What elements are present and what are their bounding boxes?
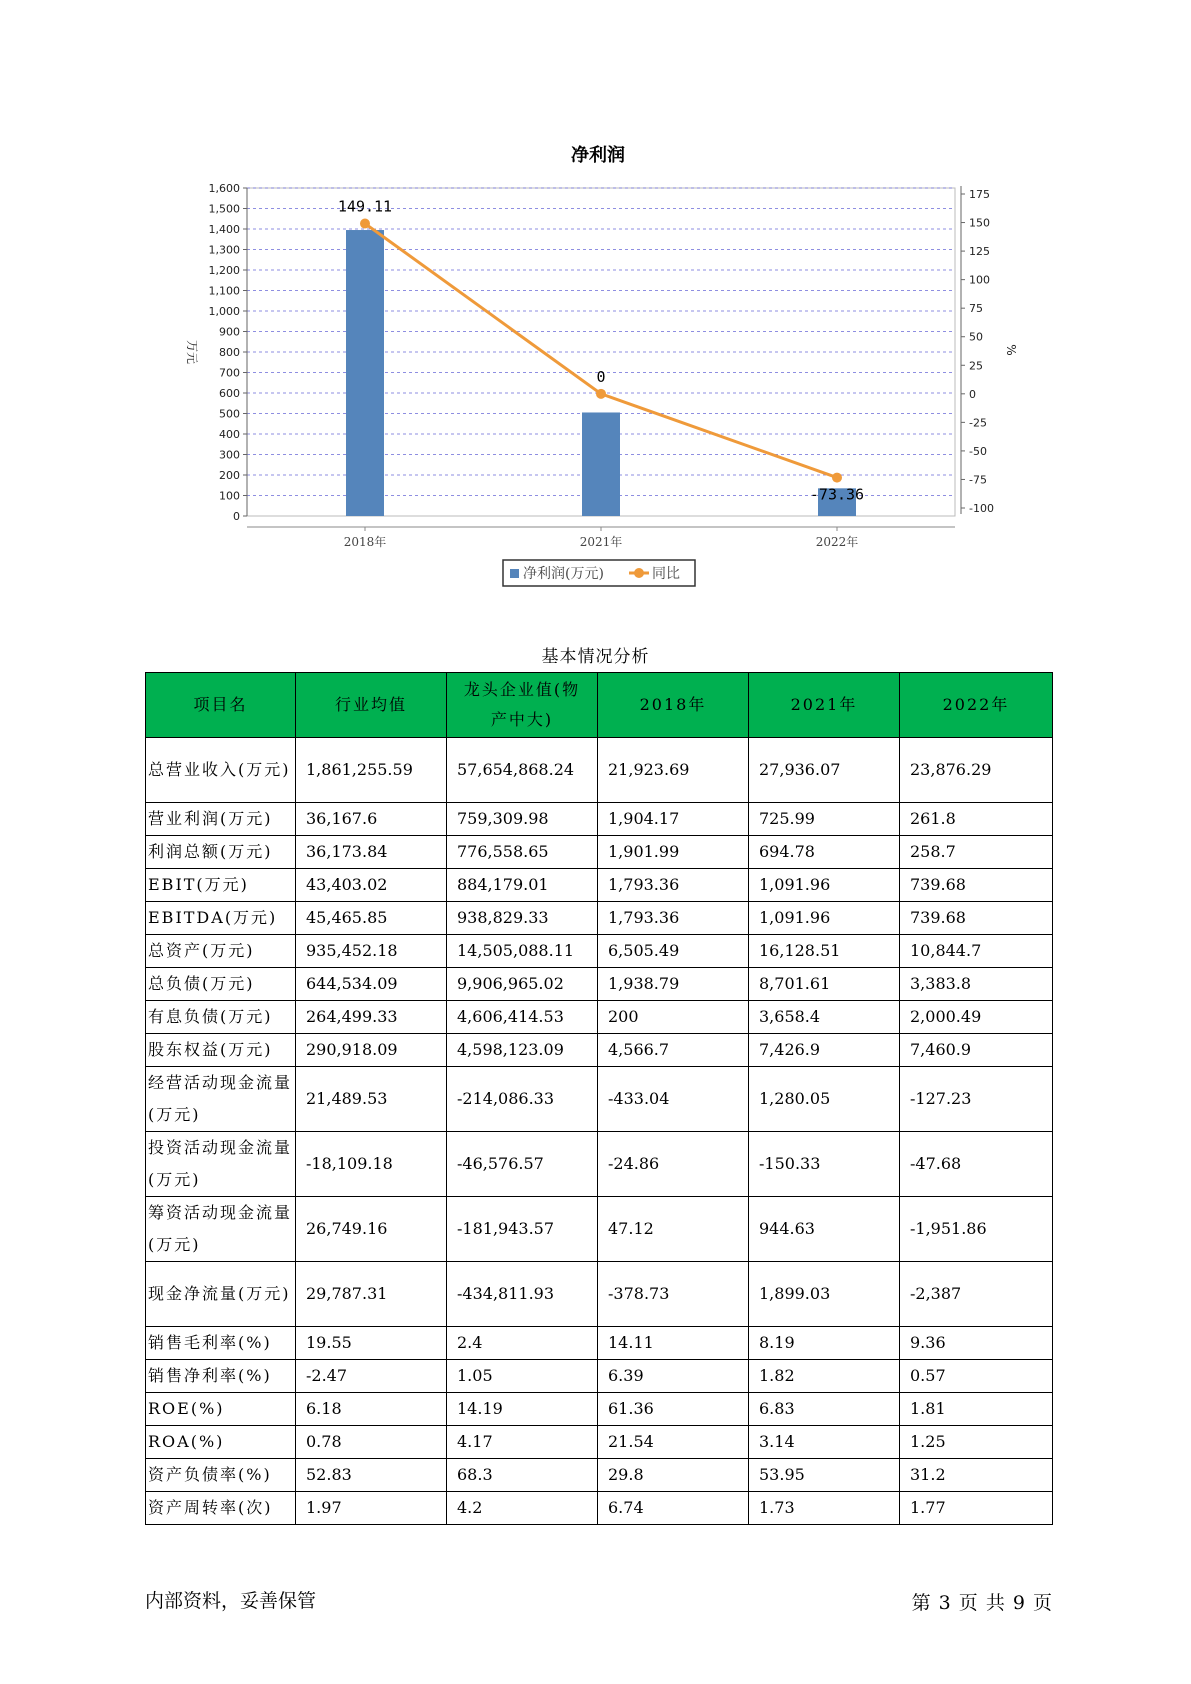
analysis-table [145,672,1053,1525]
table-cell: 7,426.9 [749,1034,900,1067]
x-tick-label: 2021年 [579,535,623,549]
table-cell: 23,876.29 [900,738,1053,803]
table-cell: 8,701.61 [749,968,900,1001]
table-cell: 1,091.96 [749,902,900,935]
table-cell: 3,383.8 [900,968,1053,1001]
bar [582,412,620,516]
table-cell: -434,811.93 [447,1262,598,1327]
left-tick-label: 700 [219,366,240,380]
table-row [146,1034,1053,1067]
table-cell: 1.97 [296,1492,447,1525]
table-row [146,1327,1053,1360]
table-row [146,1067,1053,1132]
right-tick-label: 50 [969,330,983,344]
table-cell: 1,899.03 [749,1262,900,1327]
header-industry-avg: 行业均值 [296,673,447,738]
table-cell: -46,576.57 [447,1132,598,1197]
table-header-row [146,673,1053,738]
table-cell: 1,904.17 [598,803,749,836]
table-row [146,1492,1053,1525]
table-cell: 36,167.6 [296,803,447,836]
table-cell: 9,906,965.02 [447,968,598,1001]
table-cell: 61.36 [598,1393,749,1426]
table-cell: 31.2 [900,1459,1053,1492]
table-cell: 1.05 [447,1360,598,1393]
row-label: 营业利润(万元) [146,803,296,836]
table-cell: 4.2 [447,1492,598,1525]
table-cell: 6.39 [598,1360,749,1393]
table-cell: 29.8 [598,1459,749,1492]
left-tick-label: 400 [219,428,240,441]
yoy-point [360,219,370,229]
left-tick-label: 1,200 [208,264,240,277]
table-cell: -18,109.18 [296,1132,447,1197]
table-row [146,935,1053,968]
table-cell: 1,793.36 [598,869,749,902]
table-cell: 52.83 [296,1459,447,1492]
table-cell: 1.77 [900,1492,1053,1525]
table-cell: 1.81 [900,1393,1053,1426]
table-cell: 10,844.7 [900,935,1053,968]
row-label: 投资活动现金流量(万元) [146,1132,296,1197]
table-cell: 2.4 [447,1327,598,1360]
table-cell: 14.11 [598,1327,749,1360]
table-cell: 3,658.4 [749,1001,900,1034]
table-row [146,738,1053,803]
table-cell: 2,000.49 [900,1001,1053,1034]
right-tick-label: 125 [969,245,990,259]
table-cell: 57,654,868.24 [447,738,598,803]
table-cell: 14,505,088.11 [447,935,598,968]
table-cell: 1,901.99 [598,836,749,869]
table-cell: 1.25 [900,1426,1053,1459]
table-cell: 14.19 [447,1393,598,1426]
table-cell: 776,558.65 [447,836,598,869]
table-cell: 290,918.09 [296,1034,447,1067]
header-2022: 2022年 [900,673,1053,738]
left-tick-label: 1,300 [208,243,240,257]
table-cell: 8.19 [749,1327,900,1360]
left-tick-label: 0 [233,510,240,523]
table-cell: 261.8 [900,803,1053,836]
row-label: 资产负债率(%) [146,1459,296,1492]
row-label: ROA(%) [146,1426,296,1459]
table-cell: 0.78 [296,1426,447,1459]
row-label: 现金净流量(万元) [146,1262,296,1327]
table-cell: 26,749.16 [296,1197,447,1262]
table-cell: 3.14 [749,1426,900,1459]
table-cell: 4,566.7 [598,1034,749,1067]
row-label: 股东权益(万元) [146,1034,296,1067]
right-tick-label: 150 [969,216,990,230]
table-body [146,738,1053,1525]
table-cell: 1,938.79 [598,968,749,1001]
table-cell: 21,489.53 [296,1067,447,1132]
table-cell: 36,173.84 [296,836,447,869]
right-tick-label: 100 [969,273,990,287]
row-label: 总负债(万元) [146,968,296,1001]
table-cell: -214,086.33 [447,1067,598,1132]
x-tick-label: 2022年 [815,535,859,549]
table-row [146,836,1053,869]
table-cell: -433.04 [598,1067,749,1132]
table-row [146,902,1053,935]
bar [346,230,384,516]
table-cell: 1,091.96 [749,869,900,902]
net-profit-chart [0,0,1191,600]
yoy-point [832,473,842,483]
table-cell: -150.33 [749,1132,900,1197]
table-row [146,803,1053,836]
legend-bar-swatch [510,569,519,578]
yoy-data-label: 149.11 [337,197,393,216]
row-label: 经营活动现金流量(万元) [146,1067,296,1132]
row-label: 有息负债(万元) [146,1001,296,1034]
table-row [146,1001,1053,1034]
table-cell: -378.73 [598,1262,749,1327]
right-tick-label: 0 [969,387,976,401]
right-tick-label: 75 [969,302,983,316]
row-label: 总营业收入(万元) [146,738,296,803]
legend-bar-label: 净利润(万元) [523,566,604,582]
left-tick-label: 300 [219,448,240,462]
legend-line-marker [634,568,644,578]
footer-confidential: 内部资料，妥善保管 [145,1590,317,1612]
header-2018: 2018年 [598,673,749,738]
table-cell: 944.63 [749,1197,900,1262]
table-cell: 739.68 [900,869,1053,902]
table-cell: 68.3 [447,1459,598,1492]
left-tick-label: 1,000 [208,305,240,318]
table-cell: 47.12 [598,1197,749,1262]
left-tick-label: 1,400 [208,223,240,236]
left-tick-label: 100 [219,489,240,503]
table-row [146,1197,1053,1262]
table-cell: 7,460.9 [900,1034,1053,1067]
legend-line-label: 同比 [652,566,680,582]
header-item-name: 项目名 [146,673,296,738]
table-cell: -1,951.86 [900,1197,1053,1262]
right-tick-label: 175 [969,188,990,201]
header-2021: 2021年 [749,673,900,738]
table-cell: 53.95 [749,1459,900,1492]
table-cell: -181,943.57 [447,1197,598,1262]
yoy-data-label: -73.36 [809,485,865,504]
footer-page-number: 第 3 页 共 9 页 [911,1592,1053,1614]
x-tick-label: 2018年 [343,535,387,549]
header-leader-value: 龙头企业值(物产中大) [447,673,598,738]
right-tick-label: 25 [969,359,983,373]
right-tick-label: -50 [969,444,987,458]
table-cell: 1.82 [749,1360,900,1393]
table-row [146,1262,1053,1327]
row-label: 销售净利率(%) [146,1360,296,1393]
yoy-data-label: 0 [596,367,606,386]
table-cell: 258.7 [900,836,1053,869]
table-cell: 0.57 [900,1360,1053,1393]
table-cell: 16,128.51 [749,935,900,968]
yoy-point [596,389,606,399]
table-cell: 27,936.07 [749,738,900,803]
table-cell: 4.17 [447,1426,598,1459]
table-cell: -2,387 [900,1262,1053,1327]
row-label: EBITDA(万元) [146,902,296,935]
table-cell: 9.36 [900,1327,1053,1360]
row-label: 资产周转率(次) [146,1492,296,1525]
table-cell: 6.83 [749,1393,900,1426]
left-tick-label: 500 [219,407,240,421]
chart-title: 净利润 [571,145,625,166]
row-label: 利润总额(万元) [146,836,296,869]
table-cell: -24.86 [598,1132,749,1197]
table-cell: 6.74 [598,1492,749,1525]
left-tick-label: 600 [219,387,240,400]
table-cell: 1,793.36 [598,902,749,935]
table-row [146,1132,1053,1197]
table-cell: -127.23 [900,1067,1053,1132]
table-row [146,968,1053,1001]
table-cell: 200 [598,1001,749,1034]
row-label: 筹资活动现金流量(万元) [146,1197,296,1262]
table-cell: 1.73 [749,1492,900,1525]
chart-svg [0,0,1191,600]
table-row [146,1393,1053,1426]
right-tick-label: -75 [969,473,987,487]
row-label: EBIT(万元) [146,869,296,902]
row-label: 销售毛利率(%) [146,1327,296,1360]
left-tick-label: 900 [219,325,240,339]
left-tick-label: 1,600 [208,182,240,195]
right-tick-label: -100 [969,502,994,515]
table-cell: 6.18 [296,1393,447,1426]
table-cell: 4,606,414.53 [447,1001,598,1034]
right-axis-title: % [1004,344,1018,356]
table-cell: 19.55 [296,1327,447,1360]
table-cell: 45,465.85 [296,902,447,935]
table-row [146,1426,1053,1459]
table-cell: 935,452.18 [296,935,447,968]
table-cell: 264,499.33 [296,1001,447,1034]
table-row [146,1360,1053,1393]
table-row [146,1459,1053,1492]
table-cell: 1,861,255.59 [296,738,447,803]
table-cell: 725.99 [749,803,900,836]
row-label: ROE(%) [146,1393,296,1426]
left-axis-title: 万元 [185,339,199,365]
left-tick-label: 1,500 [208,202,240,216]
row-label: 总资产(万元) [146,935,296,968]
table-cell: -2.47 [296,1360,447,1393]
table-cell: 43,403.02 [296,869,447,902]
table-cell: 938,829.33 [447,902,598,935]
table-cell: 884,179.01 [447,869,598,902]
table-cell: 694.78 [749,836,900,869]
table-cell: 29,787.31 [296,1262,447,1327]
table-cell: 644,534.09 [296,968,447,1001]
table-row [146,869,1053,902]
left-tick-label: 200 [219,469,240,482]
table-cell: 6,505.49 [598,935,749,968]
table-caption: 基本情况分析 [541,647,650,667]
table-cell: 21,923.69 [598,738,749,803]
table-cell: 4,598,123.09 [447,1034,598,1067]
table-cell: 759,309.98 [447,803,598,836]
left-tick-label: 1,100 [208,284,240,298]
table-cell: 739.68 [900,902,1053,935]
table-cell: 21.54 [598,1426,749,1459]
table-cell: -47.68 [900,1132,1053,1197]
left-tick-label: 800 [219,346,240,359]
right-tick-label: -25 [969,416,987,430]
table-cell: 1,280.05 [749,1067,900,1132]
